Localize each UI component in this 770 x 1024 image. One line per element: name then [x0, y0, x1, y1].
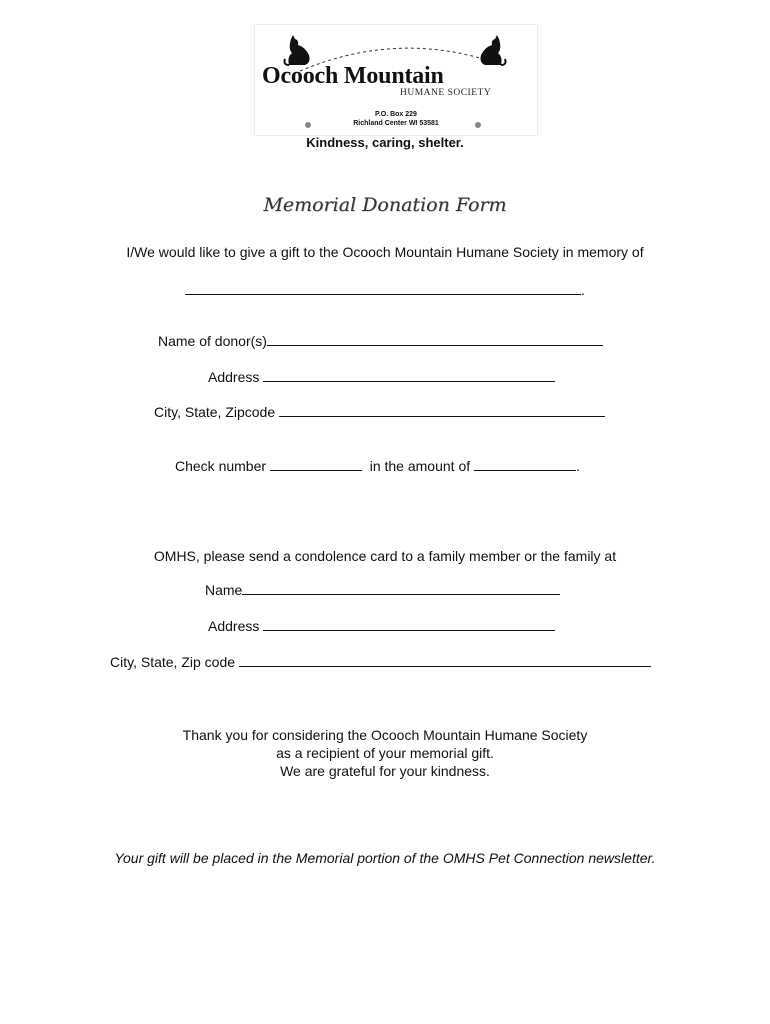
- donor-address-label: Address: [208, 369, 260, 385]
- donor-address-field[interactable]: [263, 369, 555, 382]
- memory-of-end: .: [581, 282, 585, 298]
- condolence-name-label: Name: [205, 582, 243, 598]
- condolence-city-field[interactable]: [239, 654, 651, 667]
- condolence-address-row: [208, 618, 555, 634]
- form-title: Memorial Donation Form: [263, 194, 507, 216]
- donor-city-label: City, State, Zipcode: [154, 404, 276, 420]
- thanks-line3: We are grateful for your kindness.: [280, 763, 490, 779]
- memory-of-line: [0, 282, 770, 298]
- thanks-line1: Thank you for considering the Ocooch Mountain Humane Society: [182, 727, 588, 743]
- logo: [254, 24, 538, 136]
- donor-name-label: Name of donor(s): [158, 333, 267, 349]
- logo-subtitle: HUMANE SOCIETY: [400, 88, 492, 98]
- donor-address-row: [208, 369, 555, 385]
- bullet-dot-right: [475, 122, 481, 128]
- amount-end: .: [576, 458, 580, 474]
- condolence-address-field[interactable]: [263, 618, 555, 631]
- condolence-city-label: City, State, Zip code: [110, 654, 236, 670]
- donor-name-field[interactable]: [267, 333, 603, 346]
- memory-of-field[interactable]: [185, 282, 581, 295]
- condolence-city-row: [110, 654, 651, 670]
- donor-city-field[interactable]: [279, 404, 605, 417]
- logo-address-line2: Richland Center WI 53581: [353, 120, 439, 127]
- donor-city-row: [154, 404, 605, 420]
- newsletter-note: Your gift will be placed in the Memorial portion of the OMHS Pet Connection newsletter.: [114, 850, 656, 866]
- check-row: [175, 458, 580, 474]
- condolence-name-field[interactable]: [242, 582, 560, 595]
- logo-address-line1: P.O. Box 229: [375, 111, 417, 118]
- check-number-label: Check number: [175, 458, 267, 474]
- condolence-address-label: Address: [208, 618, 260, 634]
- logo-name: Ocooch Mountain: [262, 63, 444, 89]
- tagline: Kindness, caring, shelter.: [306, 135, 464, 150]
- donor-name-row: [158, 333, 603, 349]
- amount-field[interactable]: [474, 458, 576, 471]
- condolence-name-row: [205, 582, 560, 598]
- intro-text: I/We would like to give a gift to the Ocooch Mountain Humane Society in memory of: [126, 244, 644, 260]
- thanks-line2: as a recipient of your memorial gift.: [276, 745, 494, 761]
- check-number-field[interactable]: [270, 458, 362, 471]
- amount-label: in the amount of: [369, 458, 471, 474]
- condolence-intro: OMHS, please send a condolence card to a family member or the family at: [153, 548, 617, 564]
- thanks-block: [0, 726, 770, 780]
